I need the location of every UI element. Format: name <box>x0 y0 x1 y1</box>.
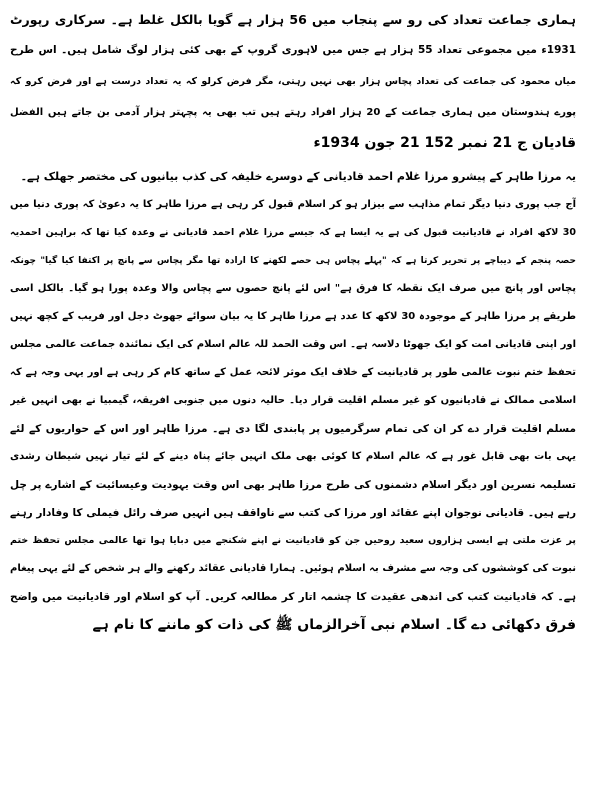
text-line: میاں محمود کی جماعت کی تعداد پچاس ہزار بھی نہیں رہتی، مگر فرض کرلو کہ یہ تعداد درست ہے اور فرض کرو کہ <box>10 76 576 87</box>
text-line: نبوت کی کوششوں کی وجہ سے مشرف بہ اسلام ہوئیں۔ ہمارا قادیانی عقائد رکھنے والے ہر شخص کے لئے یہی پیغام <box>10 563 576 574</box>
paragraph-commentary <box>10 163 576 639</box>
text-line: اسلامی ممالک نے قادیانیوں کو غیر مسلم اقلیت قرار دیا۔ حالیہ دنوں میں جنوبی افریقہ، گیمبیا نے بھی انہیں غیر <box>10 395 576 406</box>
text-line: ہماری جماعت تعداد کی رو سے پنجاب میں 56 ہزار ہے گویا بالکل غلط ہے۔ سرکاری رپورٹ <box>10 12 576 27</box>
text-line-intro: یہ مرزا طاہر کے پیشرو مرزا غلام احمد قادیانی کے دوسرے خلیفہ کی کذب بیانیوں کی مختصر جھلک ہے۔ <box>20 170 576 183</box>
text-line: تسلیمہ نسرین اور دیگر اسلام دشمنوں کی طرح مرزا طاہر بھی اس وقت یہودیت وعیسائیت کے اشارے پر چل <box>10 479 576 491</box>
text-line: اور اپنی قادیانی امت کو ایک جھوٹا دلاسہ ہے۔ اس وقت الحمد للہ عالم اسلام کی ایک نمائندہ جماعت عالمی مجلس <box>10 339 576 350</box>
text-line: پر عزت ملتی ہے ایسی ہزاروں سعید روحیں جن کو قادیانیت نے اپنے شکنجے میں دبایا ہوا تھا عالمی مجلس تحفظ ختم <box>10 535 576 546</box>
text-line: 1931ء میں مجموعی تعداد 55 ہزار ہے جس میں لاہوری گروپ کے بھی کئی ہزار لوگ شامل ہیں۔ اس طرح <box>10 44 576 56</box>
text-line: ہے۔ کہ قادیانیت کتب کی اندھی عقیدت کا چشمہ اتار کر مطالعہ کریں۔ آپ کو اسلام اور قادیانیت میں واضح <box>10 591 576 603</box>
text-line-final: فرق دکھائی دے گا۔ اسلام نبی آخرالزماں ﷺ کی ذات کو ماننے کا نام ہے <box>92 617 576 633</box>
text-line: مسلم اقلیت قرار دے کر ان کی تمام سرگرمیوں پر پابندی لگا دی ہے۔ مرزا طاہر اور اس کے حواریوں کے لئے <box>10 423 576 435</box>
text-line-citation: قادیان ج 21 نمبر 152 21 جون 1934ء <box>313 135 576 151</box>
text-line: پورے ہندوستان میں ہماری جماعت کے 20 ہزار افراد رہتے ہیں تب بھی یہ پچہتر ہزار آدمی بن جاتے ہیں الفضل <box>10 107 576 118</box>
text-line: آج جب پوری دنیا دیگر تمام مذاہب سے بیزار ہو کر اسلام قبول کر رہی ہے مرزا طاہر کا یہ دعویٰ کہ پوری دنیا میں <box>10 199 576 210</box>
text-line: تحفظ ختم نبوت عالمی طور پر قادیانیت کے خلاف ایک موثر لائحہ عمل کے ساتھ کام کر رہی ہے اور یہی وجہ ہے کہ <box>10 367 576 378</box>
text-line: 30 لاکھ افراد نے قادیانیت قبول کی ہے یہ ایسا ہے کہ جیسے مرزا غلام احمد قادیانی نے وعدہ کیا تھا کہ براہین احمدیہ <box>10 227 576 238</box>
text-line: رہے ہیں۔ قادیانی نوجوان اپنے عقائد اور مرزا کی کتب سے ناواقف ہیں انہیں صرف رائل فیملی کا وفادار رہنے <box>10 507 576 519</box>
text-line: طریقے پر مرزا طاہر کے موجودہ 30 لاکھ کا عدد ہے مرزا طاہر کا یہ بیان سوائے جھوٹ دجل اور فریب کے کچھ نہیں <box>10 311 576 322</box>
text-line: حصہ پنجم کے دیباچے پر تحریر کرتا ہے کہ "پہلے پچاس ہی حصے لکھنے کا ارادہ تھا مگر پچاس سے پانچ پر اکتفا کیا گیا" چونکہ <box>10 256 576 266</box>
text-line: پچاس اور پانچ میں صرف ایک نقطہ کا فرق ہے" اس لئے پانچ حصوں سے پچاس والا وعدہ پورا ہو گیا۔ بالکل اسی <box>10 283 576 294</box>
text-line: یہی بات بھی قابل غور ہے کہ عالم اسلام کا کوئی بھی ملک انہیں جائے پناہ دینے کے لئے تیار نہیں شیطان رشدی <box>10 451 576 462</box>
paragraph-membership-figures <box>10 4 576 159</box>
